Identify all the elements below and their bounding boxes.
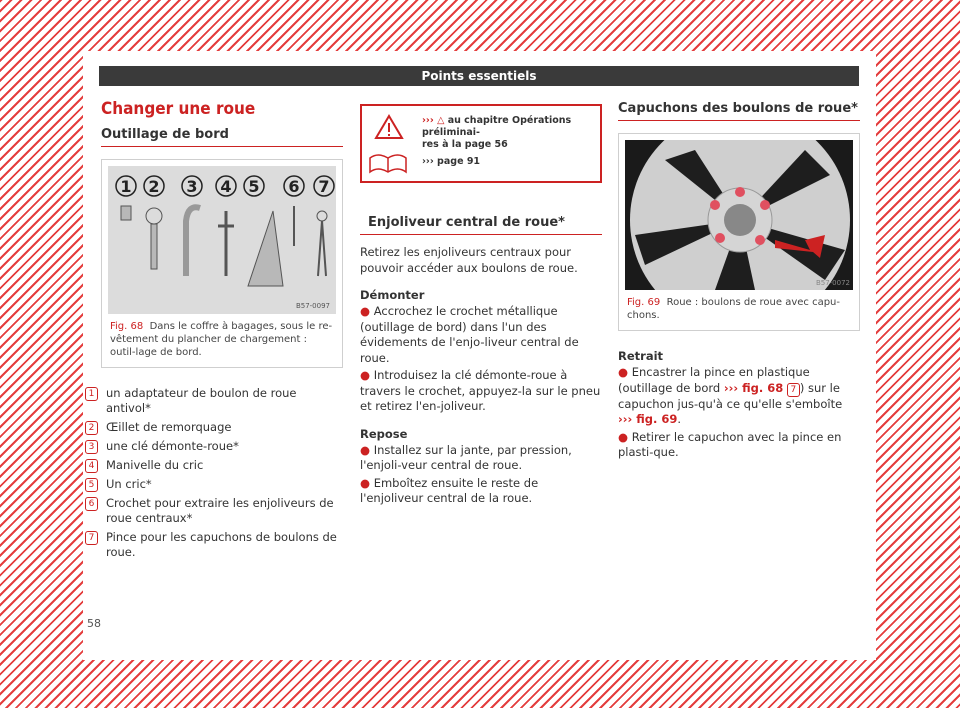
fig68-link[interactable]: ››› fig. 68 (723, 380, 784, 395)
figure-ref: Fig. 68 (110, 321, 144, 332)
fig69-link[interactable]: ››› fig. 69 (618, 412, 678, 426)
item-number: 3 (85, 440, 98, 454)
item-number: 6 (85, 497, 98, 511)
item-text: une clé démonte-roue* (106, 439, 239, 453)
subheading-outillage: Outillage de bord (101, 127, 343, 147)
wheel-illustration (625, 140, 853, 290)
item-text: Œillet de remorquage (106, 420, 232, 434)
item-number: 5 (85, 478, 98, 492)
page-title: Changer une roue (101, 99, 256, 119)
item-number: 4 (85, 459, 98, 473)
figure-ref: Fig. 69 (627, 297, 661, 308)
column-middle (360, 101, 602, 507)
tool-number: 2 (148, 177, 160, 196)
item-text: un adaptateur de boulon de roue antivol* (106, 386, 297, 415)
list-item (88, 496, 343, 526)
tool-number: 7 (318, 177, 330, 196)
tool-number: 4 (220, 177, 232, 196)
figure-69 (618, 133, 860, 331)
column-left (88, 95, 343, 564)
tool-number: 5 (248, 177, 260, 196)
bullet-item: ● Accrochez le crochet métallique (outillage de bord) dans l'un des évidements de l'enjo-liveur central de roue. (360, 304, 579, 365)
section-header: Points essentiels (99, 66, 859, 86)
warning-box (360, 104, 602, 183)
list-item (88, 477, 343, 492)
figure-68 (101, 159, 343, 368)
figure-caption-text: Roue : boulons de roue avec capu-chons. (627, 297, 841, 321)
subheading-retrait: Retrait (618, 349, 664, 363)
bullet-item: ● Retirer le capuchon avec la pince en plasti-que. (618, 429, 842, 459)
figure-code: B57-0072 (815, 279, 850, 287)
warning-text-1: ››› △ au chapitre Opérations préliminai- res à la page 56 (422, 115, 572, 150)
subheading-repose: Repose (360, 426, 408, 441)
heading-enjoliveur: Enjoliveur central de roue* (360, 215, 602, 235)
item-text: Un cric* (106, 477, 152, 491)
figure-caption (102, 314, 342, 367)
list-item (88, 439, 343, 454)
bullet-item: ● Installez sur la jante, par pression, l'enjoli-veur central de roue. (360, 442, 572, 472)
tool-list (88, 386, 343, 560)
warning-triangle-icon (374, 114, 404, 140)
figure-code: B57-0097 (295, 302, 330, 310)
item-number: 7 (85, 531, 98, 545)
item-text: Crochet pour extraire les enjoliveurs de roue centraux* (106, 496, 334, 525)
item-number: 7 (787, 383, 800, 397)
bullet-item: ● Introduisez la clé démonte-roue à travers le crochet, appuyez-la sur le pneu et retirez l'en-joliveur. (360, 368, 601, 413)
item-text: Manivelle du cric (106, 458, 204, 472)
tool-number: 1 (120, 177, 132, 196)
list-item (88, 420, 343, 435)
subheading-demonter: Démonter (360, 288, 425, 302)
list-item (88, 458, 343, 473)
tool-number: 6 (288, 177, 300, 196)
wheel-image (625, 140, 853, 290)
book-icon (368, 150, 410, 174)
figure-caption (619, 290, 859, 330)
tools-illustration (108, 166, 338, 314)
warning-text-2: ››› page 91 (422, 156, 481, 167)
tool-number: 3 (186, 177, 198, 196)
intro-paragraph: Retirez les enjoliveurs centraux pour pouvoir accéder aux boulons de roue. (360, 245, 578, 275)
item-text: Pince pour les capuchons de boulons de roue. (106, 530, 337, 559)
item-number: 1 (85, 387, 98, 401)
column-right (618, 101, 860, 461)
bullet-item: ● Emboîtez ensuite le reste de l'enjoliveur central de la roue. (360, 475, 539, 505)
list-item (88, 386, 343, 416)
figure-caption-text: Dans le coffre à bagages, sous le re-vêtement du plancher de chargement : outil-lage de bord. (110, 321, 333, 358)
heading-capuchons: Capuchons des boulons de roue* (618, 101, 860, 121)
tools-image (108, 166, 336, 314)
list-item (88, 530, 343, 560)
page-number: 58 (87, 617, 101, 630)
bullet-item: ● Encastrer la pince en plastique (outillage de bord ››› fig. 68 7 ) sur le capuchon jus-qu'à ce qu'elle s'emboîte ››› fig. 69. (618, 365, 843, 426)
item-number: 2 (85, 421, 98, 435)
